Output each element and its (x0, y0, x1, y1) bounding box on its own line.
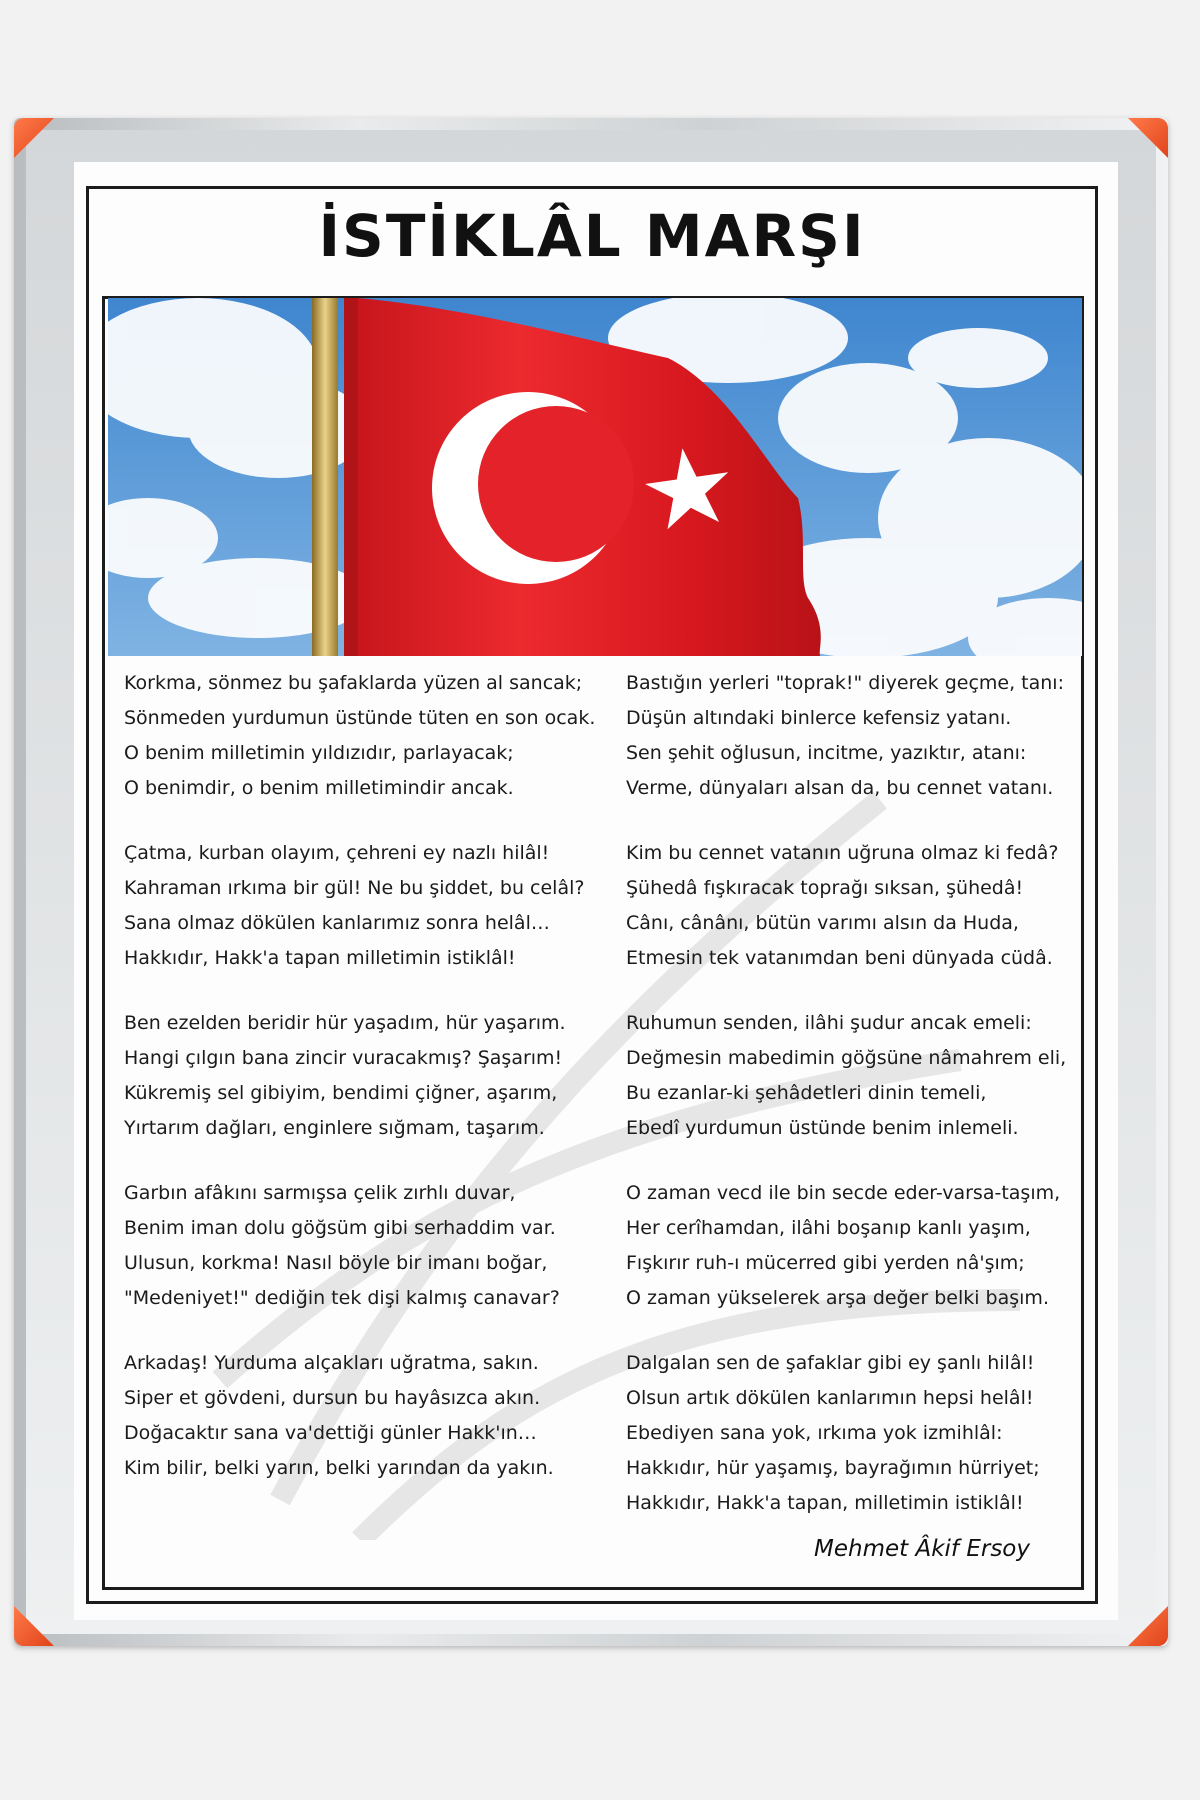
stanza (124, 1006, 594, 1176)
poem-line: Ben ezelden beridir hür yaşadım, hür yaşarım. (124, 1012, 566, 1034)
poem-line: Şühedâ fışkıracak toprağı sıksan, şühedâ! (626, 877, 1024, 899)
poem-line: Doğacaktır sana va'dettiği günler Hakk'ın… (124, 1422, 537, 1444)
poem-line: Kükremiş sel gibiyim, bendimi çiğner, aşarım, (124, 1082, 558, 1104)
stanza (626, 836, 1086, 1006)
flag-photo (108, 298, 1082, 656)
poem-line: Siper et gövdeni, dursun bu hayâsızca akın. (124, 1387, 541, 1409)
poem-line: Ebedî yurdumun üstünde benim inlemeli. (626, 1117, 1019, 1139)
poem-line: Ulusun, korkma! Nasıl böyle bir imanı boğar, (124, 1252, 548, 1274)
poem-line: Verme, dünyaları alsan da, bu cennet vatanı. (626, 777, 1054, 799)
poem-line: Bu ezanlar-ki şehâdetleri dinin temeli, (626, 1082, 987, 1104)
stanza (124, 1176, 594, 1346)
poem-line: Dalgalan sen de şafaklar gibi ey şanlı hilâl! (626, 1352, 1035, 1374)
stanza (626, 1176, 1086, 1346)
poem-left-column (124, 666, 594, 1516)
poem-line: Değmesin mabedimin göğsüne nâmahrem eli, (626, 1047, 1067, 1069)
poem-right-column (626, 666, 1086, 1516)
author-signature: Mehmet Âkif Ersoy (814, 1536, 1030, 1562)
poem-line: Sönmeden yurdumun üstünde tüten en son ocak. (124, 707, 596, 729)
poem-line: Benim iman dolu göğsüm gibi serhaddim var. (124, 1217, 556, 1239)
poem-line: Ruhumun senden, ilâhi şudur ancak emeli: (626, 1012, 1032, 1034)
stanza (124, 1346, 594, 1516)
poem-line: Düşün altındaki binlerce kefensiz yatanı. (626, 707, 1012, 729)
poem-line: "Medeniyet!" dediğin tek dişi kalmış canavar? (124, 1287, 560, 1309)
poem-line: Fışkırır ruh-ı mücerred gibi yerden nâ'şım; (626, 1252, 1025, 1274)
stanza (626, 1346, 1086, 1516)
poem-line: Sen şehit oğlusun, incitme, yazıktır, atanı: (626, 742, 1027, 764)
poem-line: Hakkıdır, Hakk'a tapan milletimin istiklâl! (124, 947, 516, 969)
poem-line: Hakkıdır, hür yaşamış, bayrağımın hürriyet; (626, 1457, 1040, 1479)
poem-line: Olsun artık dökülen kanlarımın hepsi helâl! (626, 1387, 1034, 1409)
poem-line: Her cerîhamdan, ilâhi boşanıp kanlı yaşım, (626, 1217, 1031, 1239)
poem-line: Bastığın yerleri "toprak!" diyerek geçme, tanı: (626, 672, 1064, 694)
poem-line: Cânı, cânânı, bütün varımı alsın da Huda, (626, 912, 1019, 934)
poem-line: O benimdir, o benim milletimindir ancak. (124, 777, 514, 799)
poem-line: O zaman yükselerek arşa değer belki başım. (626, 1287, 1049, 1309)
poem-line: Etmesin tek vatanımdan beni dünyada cüdâ. (626, 947, 1053, 969)
poem-line: Kim bu cennet vatanın uğruna olmaz ki fedâ? (626, 842, 1059, 864)
poem-line: Korkma, sönmez bu şafaklarda yüzen al sancak; (124, 672, 583, 694)
poem-line: Kahraman ırkıma bir gül! Ne bu şiddet, bu celâl? (124, 877, 585, 899)
poem-line: Garbın afâkını sarmışsa çelik zırhlı duvar, (124, 1182, 516, 1204)
stanza (626, 1006, 1086, 1176)
stanza (124, 836, 594, 1006)
poem-line: Ebediyen sana yok, ırkıma yok izmihlâl: (626, 1422, 1003, 1444)
poem-line: Arkadaş! Yurduma alçakları uğratma, sakın. (124, 1352, 539, 1374)
poem-line: Çatma, kurban olayım, çehreni ey nazlı hilâl! (124, 842, 550, 864)
poem-line: O zaman vecd ile bin secde eder-varsa-taşım, (626, 1182, 1061, 1204)
poem-line: Kim bilir, belki yarın, belki yarından da yakın. (124, 1457, 554, 1479)
poem-line: Yırtarım dağları, enginlere sığmam, taşarım. (124, 1117, 545, 1139)
poem-line: Hangi çılgın bana zincir vuracakmış? Şaşarım! (124, 1047, 563, 1069)
poem-line: Hakkıdır, Hakk'a tapan, milletimin istiklâl! (626, 1492, 1024, 1514)
stanza (626, 666, 1086, 836)
poster-title: İSTİKLÂL MARŞI (318, 202, 866, 270)
poem-line: Sana olmaz dökülen kanlarımız sonra helâl… (124, 912, 550, 934)
stanza (124, 666, 594, 836)
poem-line: O benim milletimin yıldızıdır, parlayacak; (124, 742, 514, 764)
